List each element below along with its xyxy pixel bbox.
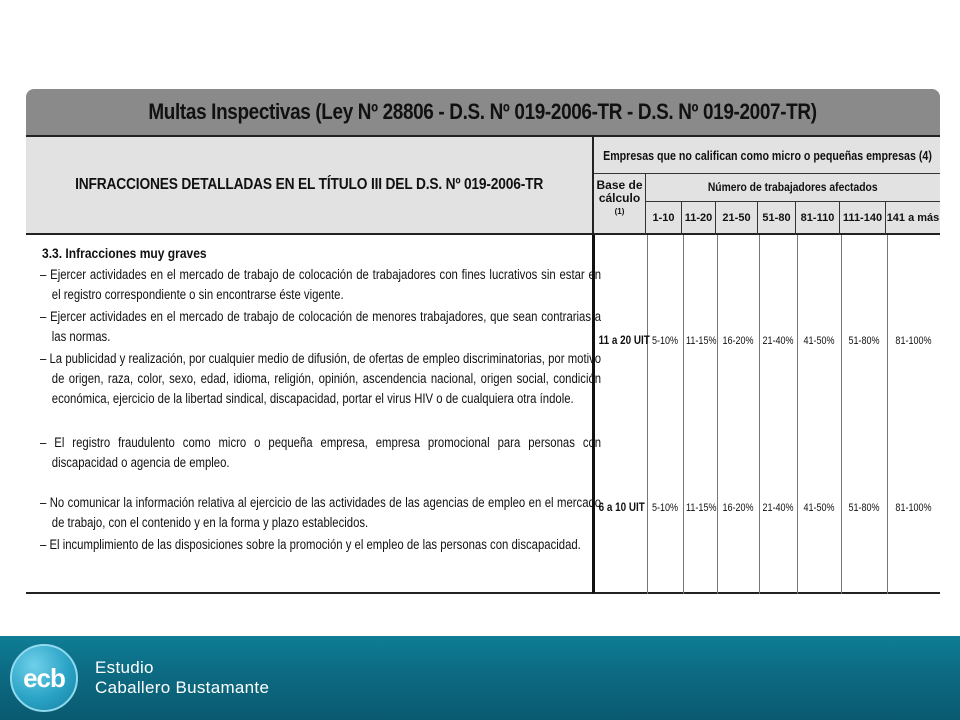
table-title: Multas Inspectivas (Ley Nº 28806 - D.S. Nº 019-2006-TR - D.S. Nº 019-2007-TR) — [148, 99, 818, 124]
range-header: 81-110 — [796, 201, 840, 235]
company-type-text: Empresas que no califican como micro o pequeñas empresas (4) — [602, 147, 932, 163]
base-header-note: (1) — [614, 207, 625, 216]
fine-value: 16-20% — [722, 335, 754, 347]
company-type-header — [594, 137, 940, 174]
fine-value: 41-50% — [803, 502, 835, 514]
base-calc-header — [594, 173, 646, 235]
base-value: 11 a 20 UIT — [598, 335, 650, 347]
column-divider — [887, 235, 888, 594]
fine-value: 21-40% — [762, 502, 794, 514]
range-header-row — [646, 201, 940, 235]
fine-value: 51-80% — [848, 335, 880, 347]
range-header: 111-140 — [840, 201, 886, 235]
logo-text: ecb — [23, 662, 65, 693]
list-item: – El registro fraudulento como micro o pequeña empresa, empresa promocional para personas con discapacidad o agencia de empleo. — [40, 435, 602, 470]
base-value: 6 a 10 UIT — [598, 502, 645, 514]
list-item: – Ejercer actividades en el mercado de trabajo de colocación de trabajadores con fines lucrativos sin estar en el registro correspondiente o sin encontrarse éste vigente. — [40, 267, 602, 302]
left-header-text: INFRACCIONES DETALLADAS EN EL TÍTULO III DEL D.S. Nº 019-2006-TR — [74, 176, 544, 193]
base-header-line2: cálculo — [598, 191, 641, 205]
fine-value: 11-15% — [686, 502, 717, 514]
footer-banner — [0, 636, 960, 720]
column-divider — [717, 235, 718, 594]
range-header: 141 a más — [886, 212, 940, 224]
fine-value: 81-100% — [895, 335, 932, 347]
brand-name — [95, 658, 269, 698]
column-divider — [841, 235, 842, 594]
list-item: – La publicidad y realización, por cualquier medio de difusión, de ofertas de empleo discriminatorias, por motivo de origen, raza, color, sexo, edad, idioma, religión, opinión, ascendencia nacional, origen social, condición económica, ejercicio de la libertad sindical, discapacidad, portar el virus HIV o de cualquiera otra índole. — [40, 351, 602, 406]
table-row — [595, 330, 940, 352]
fine-value: 5-10% — [651, 335, 679, 347]
table-row — [595, 497, 940, 519]
fine-value: 21-40% — [762, 335, 794, 347]
range-header: 51-80 — [758, 201, 796, 235]
table-title-bar — [26, 89, 940, 135]
column-divider — [759, 235, 760, 594]
column-divider — [647, 235, 648, 594]
fines-values — [592, 235, 940, 594]
fine-value: 41-50% — [803, 335, 835, 347]
ecb-logo — [10, 644, 78, 712]
brand-line1: Estudio — [95, 658, 154, 677]
brand-line2: Caballero Bustamante — [95, 678, 270, 697]
right-header-cell — [592, 135, 940, 235]
fine-value: 16-20% — [722, 502, 754, 514]
fine-value: 51-80% — [848, 502, 880, 514]
base-header-line1: Base de — [596, 178, 643, 192]
workers-header — [646, 173, 940, 202]
range-header: 1-10 — [646, 201, 682, 235]
list-item: – Ejercer actividades en el mercado de trabajo de colocación de menores trabajadores, que sean contrarias a las normas. — [40, 309, 602, 344]
infractions-list — [26, 235, 602, 594]
fine-value: 81-100% — [895, 502, 932, 514]
range-header: 21-50 — [716, 201, 758, 235]
left-header-cell — [26, 135, 592, 235]
column-divider — [797, 235, 798, 594]
workers-header-text: Número de trabajadores afectados — [708, 180, 878, 194]
fine-value: 11-15% — [686, 335, 717, 347]
section-title: 3.3. Infracciones muy graves — [42, 245, 207, 261]
column-divider — [683, 235, 684, 594]
range-header: 11-20 — [682, 201, 716, 235]
fine-value: 5-10% — [651, 502, 679, 514]
list-item: – No comunicar la información relativa al ejercicio de las actividades de las agencias de empleo en el mercado de trabajo, con el contenido y en la forma y plazo establecidos. — [40, 495, 602, 530]
fines-table-image — [26, 89, 940, 594]
list-item: – El incumplimiento de las disposiciones sobre la promoción y el empleo de las personas con discapacidad. — [40, 537, 581, 552]
